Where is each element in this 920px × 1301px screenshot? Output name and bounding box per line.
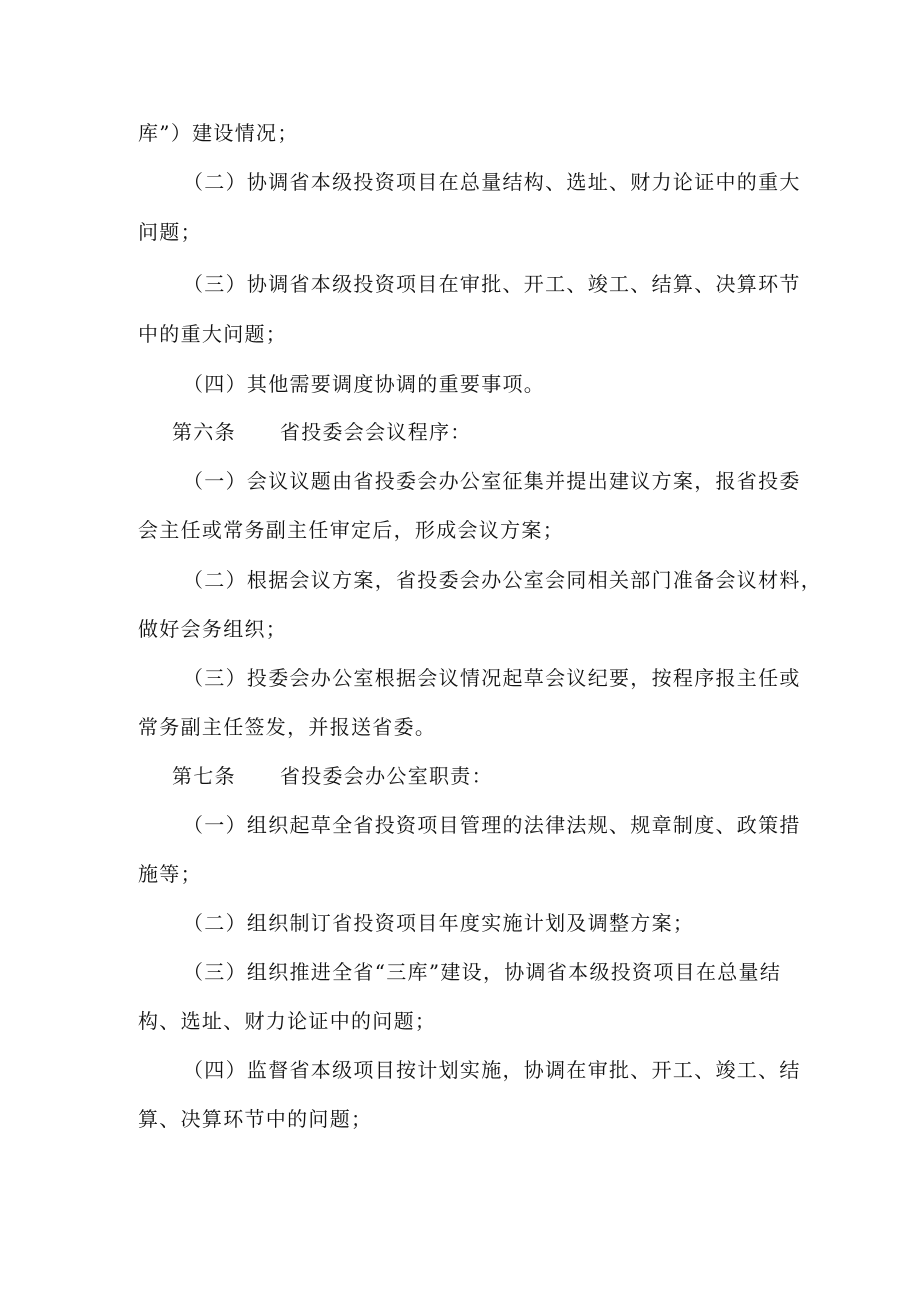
text-line: 做好会务组织；	[138, 617, 288, 641]
text-line: （四）其他需要调度协调的重要事项。	[183, 372, 546, 396]
text-line: 算、决算环节中的问题；	[138, 1107, 373, 1131]
text-line: （三）组织推进全省“三库”建设，协调省本级投资项目在总量结	[183, 960, 782, 984]
text-line: 中的重大问题；	[138, 322, 288, 346]
text-line: 施等；	[138, 862, 202, 886]
article-number: 第六条	[172, 420, 236, 444]
text-line: （一）组织起草全省投资项目管理的法律法规、规章制度、政策措	[183, 813, 801, 837]
article-title: 省投委会会议程序：	[279, 420, 472, 444]
article-6-heading	[172, 420, 472, 444]
article-title: 省投委会办公室职责：	[279, 764, 493, 788]
text-line: （四）监督省本级项目按计划实施，协调在审批、开工、竣工、结	[183, 1058, 801, 1082]
article-7-heading	[172, 764, 493, 788]
text-line: （二）根据会议方案，省投委会办公室会同相关部门准备会议材料，	[183, 568, 822, 592]
text-line: （二）协调省本级投资项目在总量结构、选址、财力论证中的重大	[183, 170, 801, 194]
text-line: （二）组织制订省投资项目年度实施计划及调整方案；	[183, 911, 695, 935]
text-line: 构、选址、财力论证中的问题；	[138, 1009, 437, 1033]
text-line: 问题；	[138, 220, 202, 244]
text-line: 库”）建设情况；	[138, 121, 299, 145]
text-line: （三）投委会办公室根据会议情况起草会议纪要，按程序报主任或	[183, 666, 801, 690]
text-line: （三）协调省本级投资项目在审批、开工、竣工、结算、决算环节	[183, 272, 801, 296]
text-line: 会主任或常务副主任审定后，形成会议方案；	[138, 518, 564, 542]
text-line: （一）会议议题由省投委会办公室征集并提出建议方案，报省投委	[183, 469, 801, 493]
text-line: 常务副主任签发，并报送省委。	[138, 715, 437, 739]
article-number: 第七条	[172, 764, 236, 788]
